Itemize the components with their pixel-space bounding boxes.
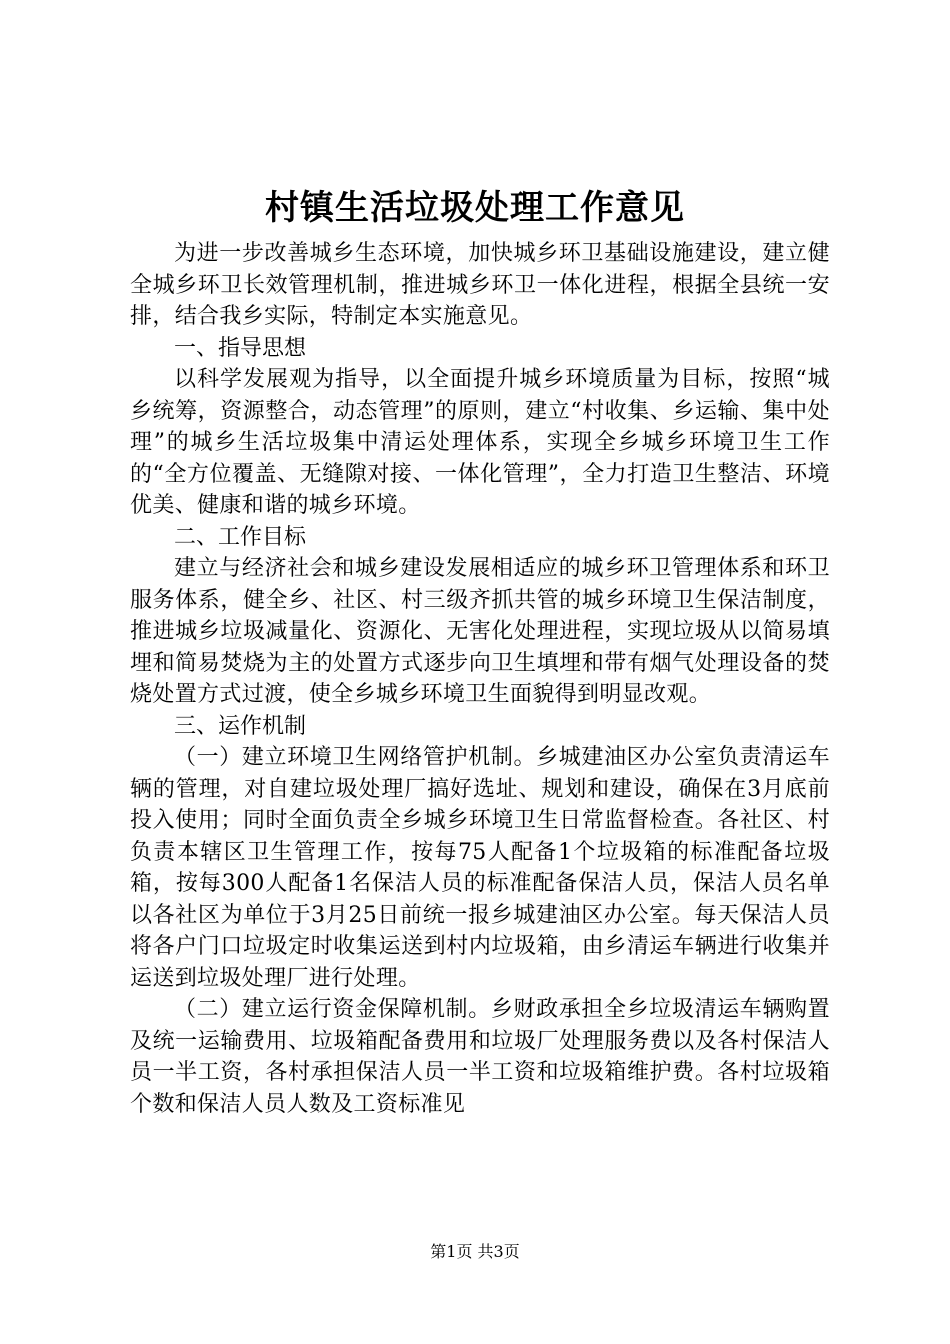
page-footer: 第1页 共3页 — [430, 1242, 520, 1261]
document-title: 村镇生活垃圾处理工作意见 — [265, 188, 685, 228]
section-heading-guiding-ideology: 一、指导思想 — [174, 335, 307, 361]
section-paragraph: 建立与经济社会和城乡建设发展相适应的城乡环卫管理体系和环卫服务体系，健全乡、社区、村三级齐抓共管的城乡环境卫生保洁制度，推进城乡垃圾减量化、资源化、无害化处理进程，实现垃圾从以简易填埋和简易焚烧为主的处置方式逐步向卫生填埋和带有烟气处理设备的焚烧处置方式过渡，使全乡城乡环境卫生面貌得到明显改观。 — [130, 556, 830, 707]
document-body — [130, 238, 830, 1120]
section-paragraph: （二）建立运行资金保障机制。乡财政承担全乡垃圾清运车辆购置及统一运输费用、垃圾箱配备费用和垃圾厂处理服务费以及各村保洁人员一半工资，各村承担保洁人员一半工资和垃圾箱维护费。各村垃圾箱个数和保洁人员人数及工资标准见 — [130, 997, 830, 1117]
intro-paragraph: 为进一步改善城乡生态环境，加快城乡环卫基础设施建设，建立健全城乡环卫长效管理机制，推进城乡环卫一体化进程，根据全县统一安排，结合我乡实际，特制定本实施意见。 — [130, 241, 830, 329]
section-paragraph: （一）建立环境卫生网络管护机制。乡城建油区办公室负责清运车辆的管理，对自建垃圾处理厂搞好选址、规划和建设，确保在3月底前投入使用；同时全面负责全乡城乡环境卫生日常监督检查。各社区、村负责本辖区卫生管理工作，按每75人配备1个垃圾箱的标准配备垃圾箱，按每300人配备1名保洁人员的标准配备保洁人员，保洁人员名单以各社区为单位于3月25日前统一报乡城建油区办公室。每天保洁人员将各户门口垃圾定时收集运送到村内垃圾箱，由乡清运车辆进行收集并运送到垃圾处理厂进行处理。 — [130, 745, 830, 991]
section-paragraph: 以科学发展观为指导，以全面提升城乡环境质量为目标，按照“城乡统筹，资源整合，动态管理”的原则，建立“村收集、乡运输、集中处理”的城乡生活垃圾集中清运处理体系，实现全乡城乡环境卫生工作的“全方位覆盖、无缝隙对接、一体化管理”，全力打造卫生整洁、环境优美、健康和谐的城乡环境。 — [130, 367, 830, 518]
section-heading-work-goals: 二、工作目标 — [174, 524, 307, 550]
section-heading-operating-mechanism: 三、运作机制 — [174, 713, 307, 739]
